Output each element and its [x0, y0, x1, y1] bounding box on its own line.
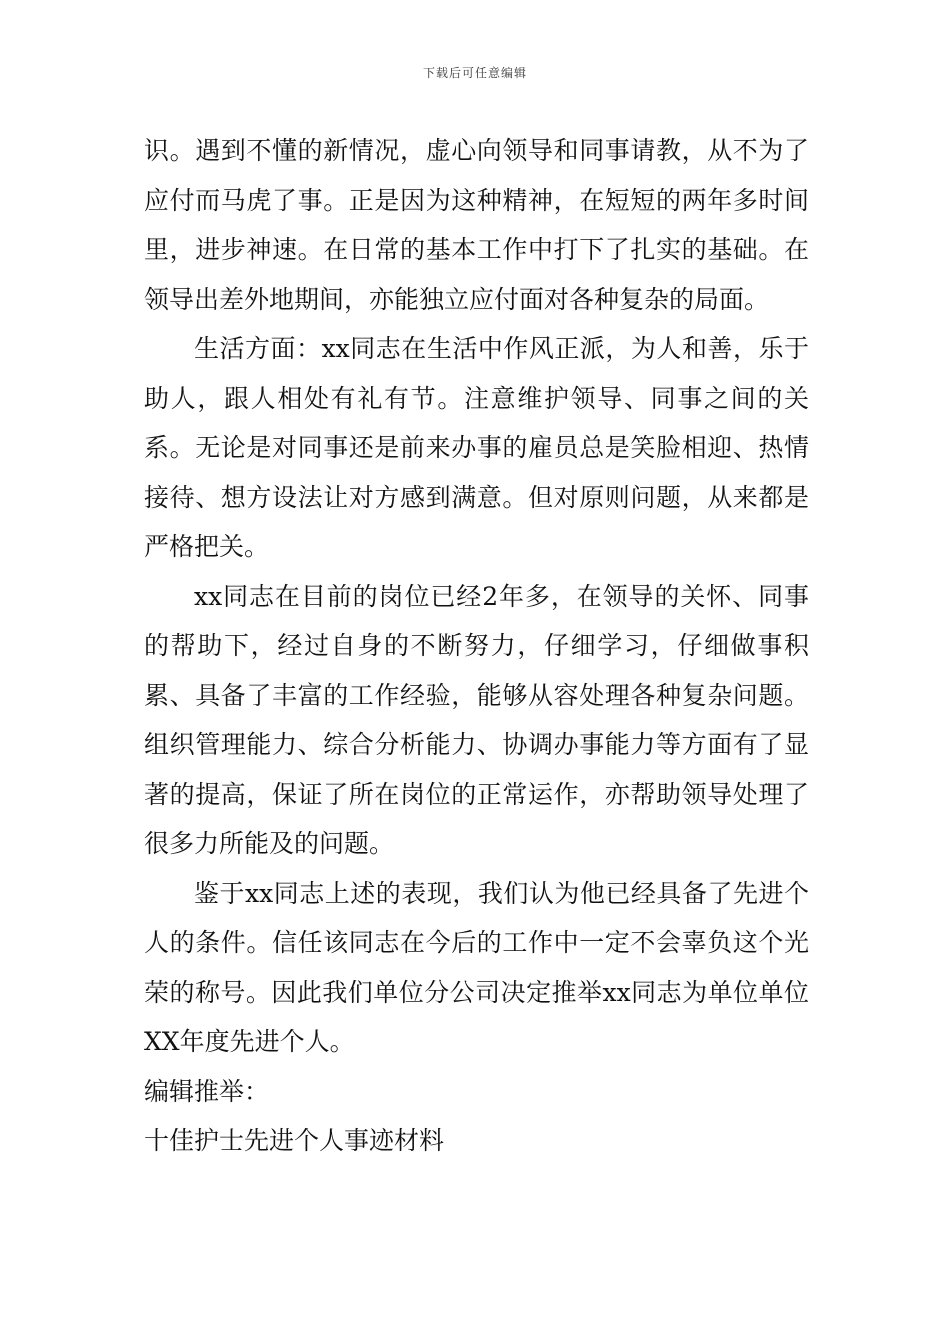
paragraph-recommendation: 鉴于xx同志上述的表现，我们认为他已经具备了先进个人的条件。信任该同志在今后的工作中一定不会辜负这个光荣的称号。因此我们单位分公司决定推举xx同志为单位单位XX年度先进个人。 [144, 878, 809, 1056]
next-article-title: 十佳护士先进个人事迹材料 [144, 1126, 445, 1155]
document-body [144, 126, 809, 1166]
page-header-note: 下载后可任意编辑 [422, 66, 527, 80]
paragraph-position: xx同志在目前的岗位已经2年多，在领导的关怀、同事的帮助下，经过自身的不断努力，仔细学习，仔细做事积累、具备了丰富的工作经验，能够从容处理各种复杂问题。组织管理能力、综合分析能力、协调办事能力等方面有了显著的提高，保证了所在岗位的正常运作，亦帮助领导处理了很多力所能及的问题。 [144, 581, 809, 858]
paragraph-life: 生活方面：xx同志在生活中作风正派，为人和善，乐于助人，跟人相处有礼有节。注意维护领导、同事之间的关系。无论是对同事还是前来办事的雇员总是笑脸相迎、热情接待、想方设法让对方感到满意。但对原则问题，从来都是严格把关。 [144, 334, 809, 561]
paragraph-continuation: 识。遇到不懂的新情况，虚心向领导和同事请教，从不为了应付而马虎了事。正是因为这种精神，在短短的两年多时间里，进步神速。在日常的基本工作中打下了扎实的基础。在领导出差外地期间，亦能独立应付面对各种复杂的局面。 [144, 136, 809, 314]
edit-label: 编辑推举： [144, 1076, 270, 1106]
